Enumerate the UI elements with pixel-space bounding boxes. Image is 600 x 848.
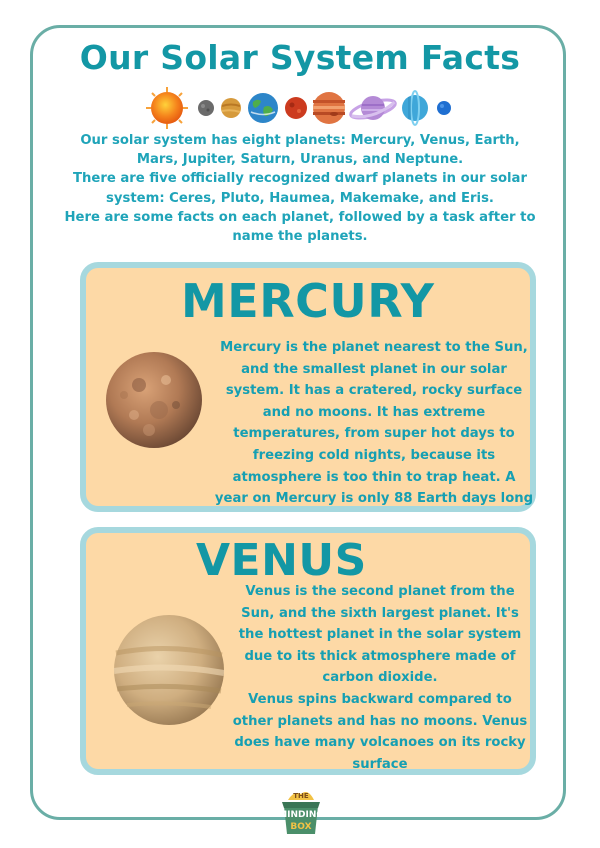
minding-box-logo xyxy=(274,786,328,838)
jupiter-icon xyxy=(312,91,346,125)
mercury-text xyxy=(214,337,534,510)
venus-paragraph-2: Venus spins backward compared to other planets and has no moons. Venus does have many volcanoes on its rocky surface xyxy=(232,691,528,772)
planet-row xyxy=(145,86,465,130)
venus-planet-image xyxy=(112,613,226,727)
mercury-heading: MERCURY xyxy=(181,274,435,328)
logo-line-3: BOX xyxy=(290,822,312,832)
mercury-paragraph: Mercury is the planet nearest to the Sun, and the smallest planet in our solar system. It has a cratered, rocky surface and no moons. It has extreme temperatures, from super hot days to freezing cold nights, because its atmosphere is too thin to trap heat. A year on Mercury is only 88 Earth days long xyxy=(214,340,534,507)
intro-line-3: Here are some facts on each planet, followed by a task after to name the planets. xyxy=(64,209,536,245)
neptune-icon xyxy=(436,100,452,116)
mercury-planet-image xyxy=(104,350,204,450)
sun-icon xyxy=(145,86,189,130)
intro-line-1: Our solar system has eight planets: Mercury, Venus, Earth, Mars, Jupiter, Saturn, Uranus, and Neptune. xyxy=(80,133,520,168)
mars-icon xyxy=(284,96,308,120)
logo-line-1: THE xyxy=(293,792,309,800)
saturn-icon xyxy=(348,90,398,126)
intro-line-2: There are five officially recognized dwarf planets in our solar system: Ceres, Pluto, Haumea, Makemake, and Eris. xyxy=(73,171,527,206)
venus-text xyxy=(228,581,532,775)
logo-line-2: MINDING xyxy=(278,810,324,820)
mercury-card xyxy=(80,262,536,512)
intro-text xyxy=(58,131,542,246)
page-title: Our Solar System Facts xyxy=(79,38,521,77)
venus-card xyxy=(80,527,536,775)
venus-icon xyxy=(220,97,242,119)
uranus-icon xyxy=(400,89,430,127)
earth-icon xyxy=(247,92,279,124)
venus-heading: VENUS xyxy=(196,535,367,586)
venus-paragraph-1: Venus is the second planet from the Sun, and the sixth largest planet. It's the hottest planet in the solar system due to its thick atmosphere made of carbon dioxide. xyxy=(238,584,522,686)
mercury-icon xyxy=(197,99,215,117)
